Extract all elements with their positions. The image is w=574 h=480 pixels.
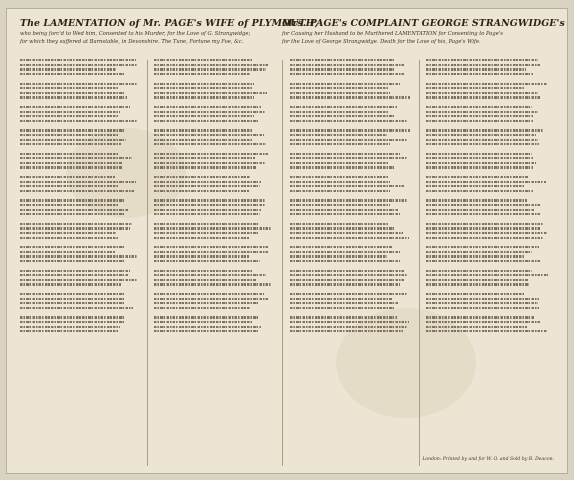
verse-stanza <box>20 81 142 99</box>
verse-line <box>290 235 414 240</box>
verse-line <box>20 165 142 170</box>
broadside-sheet <box>6 8 568 474</box>
verse-stanza <box>154 175 276 193</box>
verse-line <box>20 259 142 264</box>
verse-stanza <box>426 198 552 216</box>
verse-stanza <box>154 315 276 333</box>
verse-line <box>426 142 552 147</box>
verse-line <box>426 235 552 240</box>
column-rule <box>419 60 420 466</box>
verse-line <box>290 329 414 334</box>
verse-stanza <box>426 81 552 99</box>
verse-stanza <box>20 245 142 263</box>
left-title-block <box>20 18 319 45</box>
verse-stanza <box>426 292 552 310</box>
column-rule <box>147 60 148 466</box>
left-ballad-title: The LAMENTATION of Mr. PAGE's WIFE of PLYMOUTH, <box>20 18 319 29</box>
left-subtitle-1: who being forc'd to Wed him, Consented to his Murder, for the Love of G. Strangwidge; <box>20 31 251 37</box>
verse-line <box>426 119 552 124</box>
verse-line <box>290 72 414 77</box>
verse-line <box>20 282 142 287</box>
right-title-block <box>282 18 565 45</box>
verse-stanza <box>426 222 552 240</box>
right-ballad-title: Mrs. PAGE's COMPLAINT GEORGE STRANGWIDGE's <box>282 18 565 29</box>
verse-stanza <box>20 268 142 286</box>
verse-line <box>20 189 142 194</box>
verse-column-3 <box>290 58 414 468</box>
right-subtitle-1: for Causing her Husband to be Murthered LAMENTATION for Consenting to Page's <box>282 31 503 37</box>
verse-stanza <box>154 105 276 123</box>
verse-line <box>290 212 414 217</box>
verse-line <box>290 165 414 170</box>
verse-line <box>426 306 552 311</box>
verse-line <box>290 282 414 287</box>
column-rule <box>282 60 283 466</box>
verse-stanza <box>20 128 142 146</box>
verse-line <box>426 329 552 334</box>
verse-stanza <box>20 198 142 216</box>
left-subtitle-2: for which they suffered at Barnstable, in Devonshire. The Tune, Fortune my Foe, &c. <box>20 39 244 45</box>
verse-line <box>154 212 276 217</box>
verse-line <box>290 259 414 264</box>
verse-line <box>426 189 552 194</box>
verse-line <box>426 282 552 287</box>
verse-stanza <box>290 292 414 310</box>
verse-stanza <box>290 268 414 286</box>
verse-stanza <box>290 198 414 216</box>
verse-line <box>154 282 276 287</box>
verse-line <box>20 119 142 124</box>
verse-line <box>426 165 552 170</box>
verse-stanza <box>290 105 414 123</box>
verse-line <box>20 306 142 311</box>
verse-stanza <box>20 58 142 76</box>
verse-line <box>290 306 414 311</box>
verse-stanza <box>20 292 142 310</box>
verse-stanza <box>426 268 552 286</box>
verse-stanza <box>154 58 276 76</box>
verse-stanza <box>290 222 414 240</box>
verse-line <box>20 95 142 100</box>
verse-line <box>426 72 552 77</box>
verse-stanza <box>154 245 276 263</box>
verse-line <box>20 142 142 147</box>
verse-column-4 <box>426 58 552 468</box>
verse-line <box>426 212 552 217</box>
verse-stanza <box>290 81 414 99</box>
verse-line <box>154 165 276 170</box>
verse-line <box>154 119 276 124</box>
verse-stanza <box>154 81 276 99</box>
verse-stanza <box>290 315 414 333</box>
verse-line <box>20 235 142 240</box>
verse-stanza <box>426 128 552 146</box>
verse-stanza <box>290 175 414 193</box>
verse-stanza <box>290 128 414 146</box>
verse-line <box>154 95 276 100</box>
verse-stanza <box>426 152 552 170</box>
verse-stanza <box>426 175 552 193</box>
verse-stanza <box>426 105 552 123</box>
verse-stanza <box>154 128 276 146</box>
verse-stanza <box>20 222 142 240</box>
verse-stanza <box>20 315 142 333</box>
verse-line <box>290 189 414 194</box>
verse-stanza <box>154 152 276 170</box>
verse-column-1 <box>20 58 142 468</box>
verse-stanza <box>20 152 142 170</box>
verse-stanza <box>290 58 414 76</box>
verse-stanza <box>154 292 276 310</box>
verse-stanza <box>426 315 552 333</box>
verse-stanza <box>154 222 276 240</box>
verse-line <box>154 72 276 77</box>
right-subtitle-2: for the Love of George Strangwidge. Death for the Love of his, Page's Wife. <box>282 39 481 45</box>
verse-stanza <box>154 198 276 216</box>
verse-line <box>154 189 276 194</box>
verse-line <box>426 95 552 100</box>
verse-line <box>154 235 276 240</box>
title-area <box>16 18 565 58</box>
verse-stanza <box>426 245 552 263</box>
verse-line <box>154 142 276 147</box>
verse-line <box>290 95 414 100</box>
verse-stanza <box>20 105 142 123</box>
verse-stanza <box>290 152 414 170</box>
verse-line <box>154 329 276 334</box>
verse-stanza <box>20 175 142 193</box>
verse-line <box>290 119 414 124</box>
verse-stanza <box>426 58 552 76</box>
verse-line <box>290 142 414 147</box>
verse-line <box>154 259 276 264</box>
verse-stanza <box>290 245 414 263</box>
verse-line <box>426 259 552 264</box>
verse-line <box>20 212 142 217</box>
verse-column-2 <box>154 58 276 468</box>
verse-stanza <box>154 268 276 286</box>
verse-line <box>154 306 276 311</box>
verse-line <box>20 72 142 77</box>
verse-line <box>20 329 142 334</box>
printer-imprint: London: Printed by and for W. O. and Sold by B. Deacon. <box>422 457 554 462</box>
